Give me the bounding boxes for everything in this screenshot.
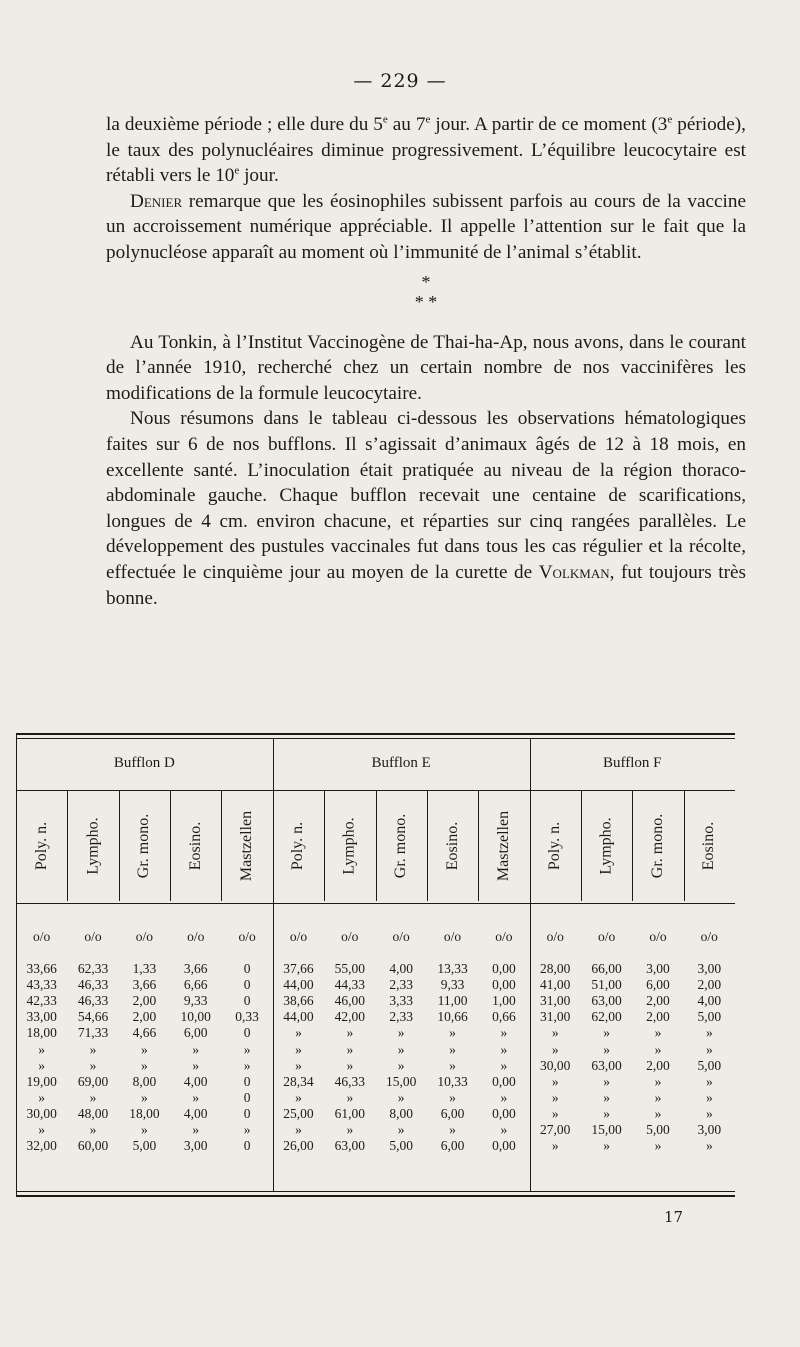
table-cell: 0,00 bbox=[492, 961, 516, 976]
table-cell: 51,00 bbox=[591, 977, 622, 993]
unit-label: o/o bbox=[597, 929, 616, 944]
column-header: Gr. mono. bbox=[135, 813, 153, 879]
table-cell: » bbox=[449, 1122, 456, 1137]
column-divider bbox=[684, 791, 685, 901]
table-cell: 0 bbox=[243, 961, 251, 976]
table-cell: 3,66 bbox=[132, 977, 157, 993]
table-bottom-rule bbox=[16, 1191, 735, 1192]
table-cell: 60,00 bbox=[77, 1138, 109, 1154]
table-cell: » bbox=[603, 1089, 610, 1105]
table-cell: 41,00 bbox=[540, 977, 571, 993]
table-cell: 62,33 bbox=[77, 961, 109, 976]
table-cell: 31,00 bbox=[540, 1009, 571, 1025]
table-cell: » bbox=[551, 1105, 559, 1121]
table-cell: 6,00 bbox=[440, 1138, 465, 1154]
table-cell: 42,33 bbox=[26, 993, 57, 1009]
unit-label: o/o bbox=[546, 929, 564, 944]
table-cell: 11,00 bbox=[437, 993, 468, 1009]
table-cell: 31,00 bbox=[540, 993, 571, 1009]
table-cell: » bbox=[295, 1025, 302, 1041]
table-cell: 30,00 bbox=[540, 1057, 571, 1073]
table-cell: 0 bbox=[243, 1073, 251, 1089]
table-cell: 37,66 bbox=[283, 961, 314, 976]
table-cell: 4,66 bbox=[132, 1025, 157, 1041]
table-cell: 63,00 bbox=[591, 993, 622, 1009]
table-cell: 5,00 bbox=[697, 1009, 722, 1025]
column-header: Mastzellen bbox=[494, 810, 512, 882]
table-cell: » bbox=[243, 1057, 251, 1073]
column-header: Poly. n. bbox=[289, 821, 307, 871]
table-cell: » bbox=[38, 1089, 46, 1105]
table-cell: 0 bbox=[243, 1105, 251, 1121]
column-divider bbox=[478, 791, 479, 901]
table-cell: » bbox=[449, 1089, 456, 1105]
table-cell: » bbox=[38, 1041, 46, 1057]
table-cell: 2,33 bbox=[389, 977, 413, 993]
table-cell: » bbox=[551, 1041, 559, 1057]
unit-label: o/o bbox=[135, 929, 153, 944]
table-cell: » bbox=[295, 1089, 302, 1105]
table-cell: 0 bbox=[243, 1138, 251, 1154]
column-header: Lympho. bbox=[84, 817, 102, 875]
table-cell: 2,00 bbox=[132, 1009, 157, 1025]
table-cell: » bbox=[89, 1041, 97, 1057]
paragraph-2: Denier remarque que les éosinophiles subissent parfois au cours de la vaccine un accroissement numérique appréciable. Il appelle l’attention sur le fait que la polynucléose apparaît au moment où l’immunité de l’animal s’établit. bbox=[106, 190, 746, 263]
table-cell: 63,00 bbox=[334, 1138, 365, 1154]
column-header: Eosino. bbox=[186, 821, 204, 871]
unit-label: o/o bbox=[238, 929, 256, 944]
table-cell: 2,00 bbox=[646, 993, 670, 1009]
unit-label: o/o bbox=[495, 929, 513, 944]
table-cell: 10,66 bbox=[437, 1009, 468, 1025]
table-cell: » bbox=[295, 1041, 302, 1057]
table-cell: 3,00 bbox=[183, 1138, 208, 1154]
table-cell: » bbox=[89, 1057, 97, 1073]
hematology-table bbox=[16, 733, 735, 1203]
body-text bbox=[106, 112, 746, 611]
table-cell: 48,00 bbox=[77, 1105, 109, 1121]
column-header: Lympho. bbox=[597, 817, 615, 875]
column-header: Poly. n. bbox=[32, 821, 50, 871]
table-cell: » bbox=[141, 1089, 148, 1105]
column-divider bbox=[581, 791, 582, 901]
table-cell: » bbox=[141, 1122, 148, 1137]
column-divider bbox=[376, 791, 377, 901]
table-bottom-rule-2 bbox=[16, 1195, 735, 1197]
table-cell: 0,00 bbox=[492, 977, 516, 993]
column-header: Gr. mono. bbox=[392, 813, 410, 879]
unit-label: o/o bbox=[443, 929, 462, 944]
column-divider bbox=[427, 791, 428, 901]
table-top-rule bbox=[16, 733, 735, 735]
table-cell: » bbox=[705, 1041, 713, 1057]
table-cell: 6,00 bbox=[440, 1105, 465, 1121]
table-cell: » bbox=[38, 1057, 46, 1073]
table-cell: 8,00 bbox=[132, 1073, 157, 1089]
group-title: Bufflon F bbox=[603, 755, 662, 771]
table-cell: » bbox=[551, 1025, 559, 1041]
table-cell: » bbox=[500, 1122, 508, 1137]
table-cell: » bbox=[654, 1025, 662, 1041]
table-cell: » bbox=[603, 1138, 610, 1154]
table-cell: » bbox=[500, 1089, 508, 1105]
table-cell: 33,66 bbox=[26, 961, 57, 976]
table-cell: 5,00 bbox=[132, 1138, 157, 1154]
table-cell: 0 bbox=[243, 977, 251, 993]
table-cell: » bbox=[89, 1122, 97, 1137]
table-cell: » bbox=[397, 1025, 405, 1041]
column-header: Eosino. bbox=[700, 821, 718, 871]
table-cell: » bbox=[38, 1122, 46, 1137]
table-cell: 30,00 bbox=[26, 1105, 57, 1121]
paragraph-4: Nous résumons dans le tableau ci-dessous les observations hématologiques faites sur 6 de nos bufflons. Il s’agissait d’animaux âgés de 12 à 18 mois, en excellente santé. L’inoculation était pratiquée au niveau de la région thoraco-abdominale gauche. Chaque bufflon recevait une centaine de scarifications, longues de 4 cm. environ chacune, et réparties sur cinq rangées parallèles. Le développement des pustules vaccinales fut dans tous les cas régulier et la récolte, effectuée le cinquième jour au moyen de la curette de Volkman, fut toujours très bonne. bbox=[106, 408, 746, 609]
table-cell: » bbox=[551, 1073, 559, 1089]
table-cell: » bbox=[654, 1105, 662, 1121]
table-cell: » bbox=[705, 1025, 713, 1041]
table-cell: » bbox=[654, 1089, 662, 1105]
table-cell: 10,00 bbox=[180, 1009, 211, 1025]
table-cell: 18,00 bbox=[26, 1025, 57, 1041]
table-cell: » bbox=[449, 1057, 456, 1073]
table-cell: » bbox=[397, 1041, 405, 1057]
table-cell: » bbox=[603, 1041, 610, 1057]
asterism: * * * bbox=[414, 271, 438, 312]
table-cell: 27,00 bbox=[540, 1122, 571, 1137]
table-cell: 62,00 bbox=[591, 1009, 622, 1025]
table-cell: » bbox=[705, 1105, 713, 1121]
table-cell: 66,00 bbox=[591, 961, 622, 976]
paragraph-1: la deuxième période ; elle dure du 5e au 7e jour. A partir de ce moment (3e période), le taux des polynucléaires diminue progressivement. L’équilibre leucocytaire est rétabli vers le 10e jour. bbox=[106, 113, 746, 187]
table-cell: 0,00 bbox=[492, 1105, 516, 1121]
table-cell: » bbox=[243, 1122, 251, 1137]
table-top-rule-2 bbox=[16, 738, 735, 739]
table-cell: 28,00 bbox=[540, 961, 571, 976]
group-title: Bufflon D bbox=[113, 755, 175, 771]
table-cell: » bbox=[346, 1025, 354, 1041]
table-cell: 0 bbox=[243, 1025, 251, 1041]
table-cell: 0 bbox=[243, 993, 251, 1009]
table-cell: » bbox=[141, 1041, 148, 1057]
table-cell: 33,00 bbox=[26, 1009, 57, 1025]
table-cell: » bbox=[500, 1025, 508, 1041]
table-cell: 8,00 bbox=[389, 1105, 413, 1121]
unit-label: o/o bbox=[649, 929, 667, 944]
table-cell: » bbox=[705, 1073, 713, 1089]
table-cell: » bbox=[397, 1057, 405, 1073]
table-cell: » bbox=[192, 1057, 200, 1073]
table-cell: 10,33 bbox=[437, 1073, 468, 1089]
table-cell: 43,33 bbox=[26, 977, 57, 993]
table-cell: 46,33 bbox=[77, 977, 109, 993]
table-cell: 28,34 bbox=[283, 1073, 314, 1089]
column-header: Eosino. bbox=[443, 821, 461, 871]
table-cell: 44,00 bbox=[283, 977, 314, 993]
table-cell: » bbox=[243, 1041, 251, 1057]
table-cell: » bbox=[603, 1025, 610, 1041]
table-cell: 4,00 bbox=[183, 1105, 208, 1121]
table-cell: 63,00 bbox=[591, 1057, 622, 1073]
table-cell: 15,00 bbox=[385, 1073, 417, 1089]
table-cell: » bbox=[346, 1089, 354, 1105]
table-cell: » bbox=[603, 1105, 610, 1121]
table-cell: 46,00 bbox=[334, 993, 365, 1009]
column-divider bbox=[119, 791, 120, 901]
table-cell: 4,00 bbox=[389, 961, 413, 976]
table-cell: 32,00 bbox=[26, 1138, 57, 1154]
column-header: Mastzellen bbox=[238, 810, 256, 882]
table-cell: 3,33 bbox=[389, 993, 413, 1009]
table-cell: 1,00 bbox=[492, 993, 516, 1009]
table-cell: 38,66 bbox=[283, 993, 314, 1009]
table-cell: » bbox=[654, 1041, 662, 1057]
unit-label: o/o bbox=[392, 929, 410, 944]
column-header-rule bbox=[16, 903, 735, 904]
table-cell: 2,00 bbox=[646, 1057, 670, 1073]
unit-label: o/o bbox=[341, 929, 359, 944]
table-cell: » bbox=[346, 1057, 354, 1073]
table-cell: 9,33 bbox=[440, 977, 465, 993]
table-cell: » bbox=[705, 1138, 713, 1154]
table-cell: » bbox=[295, 1057, 302, 1073]
table-cell: 0,33 bbox=[235, 1009, 259, 1025]
table-cell: 5,00 bbox=[697, 1057, 722, 1073]
column-divider bbox=[324, 791, 325, 901]
column-header: Poly. n. bbox=[546, 821, 564, 871]
table-cell: 4,00 bbox=[697, 993, 722, 1009]
table-cell: 4,00 bbox=[183, 1073, 208, 1089]
unit-label: o/o bbox=[187, 929, 205, 944]
table-cell: » bbox=[89, 1089, 97, 1105]
group-title: Bufflon E bbox=[371, 755, 431, 771]
table-cell: 54,66 bbox=[77, 1009, 109, 1025]
table-cell: 0,00 bbox=[492, 1073, 516, 1089]
table-cell: 26,00 bbox=[283, 1138, 314, 1154]
table-cell: 2,00 bbox=[697, 977, 722, 993]
signature-mark: 17 bbox=[664, 1208, 684, 1226]
table-cell: 18,00 bbox=[129, 1105, 160, 1121]
table-cell: » bbox=[551, 1138, 559, 1154]
table-cell: 55,00 bbox=[334, 961, 365, 976]
table-cell: 13,33 bbox=[437, 961, 468, 976]
table-cell: 44,00 bbox=[283, 1009, 314, 1025]
column-divider bbox=[67, 791, 68, 901]
table-cell: 2,00 bbox=[646, 1009, 670, 1025]
paragraph-3: Au Tonkin, à l’Institut Vaccinogène de Thai-ha-Ap, nous avons, dans le courant de l’année 1910, recherché chez un certain nombre de nos vaccinifères les modifications de la formule leucocytaire. bbox=[106, 331, 746, 404]
table-cell: 44,33 bbox=[334, 977, 365, 993]
table-cell: 71,33 bbox=[77, 1025, 109, 1041]
column-divider bbox=[632, 791, 633, 901]
table-cell: » bbox=[192, 1089, 200, 1105]
table-cell: 3,66 bbox=[183, 961, 208, 976]
table-cell: 0,66 bbox=[492, 1009, 516, 1025]
table-cell: » bbox=[295, 1122, 302, 1137]
column-divider bbox=[221, 791, 222, 901]
unit-label: o/o bbox=[700, 929, 718, 944]
table-cell: 2,00 bbox=[132, 993, 157, 1009]
table-cell: 9,33 bbox=[183, 993, 208, 1009]
table-cell: » bbox=[500, 1057, 508, 1073]
unit-label: o/o bbox=[33, 929, 51, 944]
unit-label: o/o bbox=[289, 929, 308, 944]
table-cell: » bbox=[397, 1089, 405, 1105]
page-number: — 229 — bbox=[353, 70, 447, 92]
table-cell: » bbox=[141, 1057, 148, 1073]
table-cell: 1,33 bbox=[132, 961, 157, 976]
table-cell: 2,33 bbox=[389, 1009, 413, 1025]
table-cell: 46,33 bbox=[334, 1073, 365, 1089]
column-divider bbox=[170, 791, 171, 901]
author-name: Denier bbox=[130, 190, 183, 212]
column-header: Gr. mono. bbox=[649, 813, 667, 879]
table-cell: » bbox=[705, 1089, 713, 1105]
table-cell: 15,00 bbox=[591, 1122, 622, 1137]
table-cell: 6,66 bbox=[183, 977, 208, 993]
table-cell: 0 bbox=[243, 1089, 251, 1105]
table-cell: » bbox=[449, 1025, 456, 1041]
table-cell: 0,00 bbox=[492, 1138, 516, 1154]
table-cell: 5,00 bbox=[389, 1138, 413, 1154]
table-cell: 3,00 bbox=[646, 961, 670, 976]
table-cell: » bbox=[346, 1041, 354, 1057]
table-cell: » bbox=[654, 1138, 662, 1154]
table-cell: 6,00 bbox=[183, 1025, 208, 1041]
table-cell: » bbox=[192, 1122, 200, 1137]
table-cell: » bbox=[654, 1073, 662, 1089]
table-cell: 42,00 bbox=[334, 1009, 365, 1025]
table-cell: 3,00 bbox=[697, 961, 722, 976]
table-cell: » bbox=[603, 1073, 610, 1089]
table-cell: 5,00 bbox=[646, 1122, 670, 1137]
table-cell: 25,00 bbox=[283, 1105, 314, 1121]
table-cell: 3,00 bbox=[697, 1122, 722, 1137]
table-cell: » bbox=[192, 1041, 200, 1057]
table-cell: 69,00 bbox=[77, 1073, 109, 1089]
table-cell: » bbox=[551, 1089, 559, 1105]
table-cell: 19,00 bbox=[26, 1073, 57, 1089]
column-header: Lympho. bbox=[340, 817, 358, 875]
table-cell: » bbox=[500, 1041, 508, 1057]
table-cell: 61,00 bbox=[334, 1105, 365, 1121]
table-cell: » bbox=[449, 1041, 456, 1057]
table-cell: » bbox=[397, 1122, 405, 1137]
unit-label: o/o bbox=[84, 929, 102, 944]
table-cell: 46,33 bbox=[77, 993, 109, 1009]
table-cell: 6,00 bbox=[646, 977, 670, 993]
table-cell: » bbox=[346, 1122, 354, 1137]
author-name: Volkman bbox=[538, 561, 610, 583]
